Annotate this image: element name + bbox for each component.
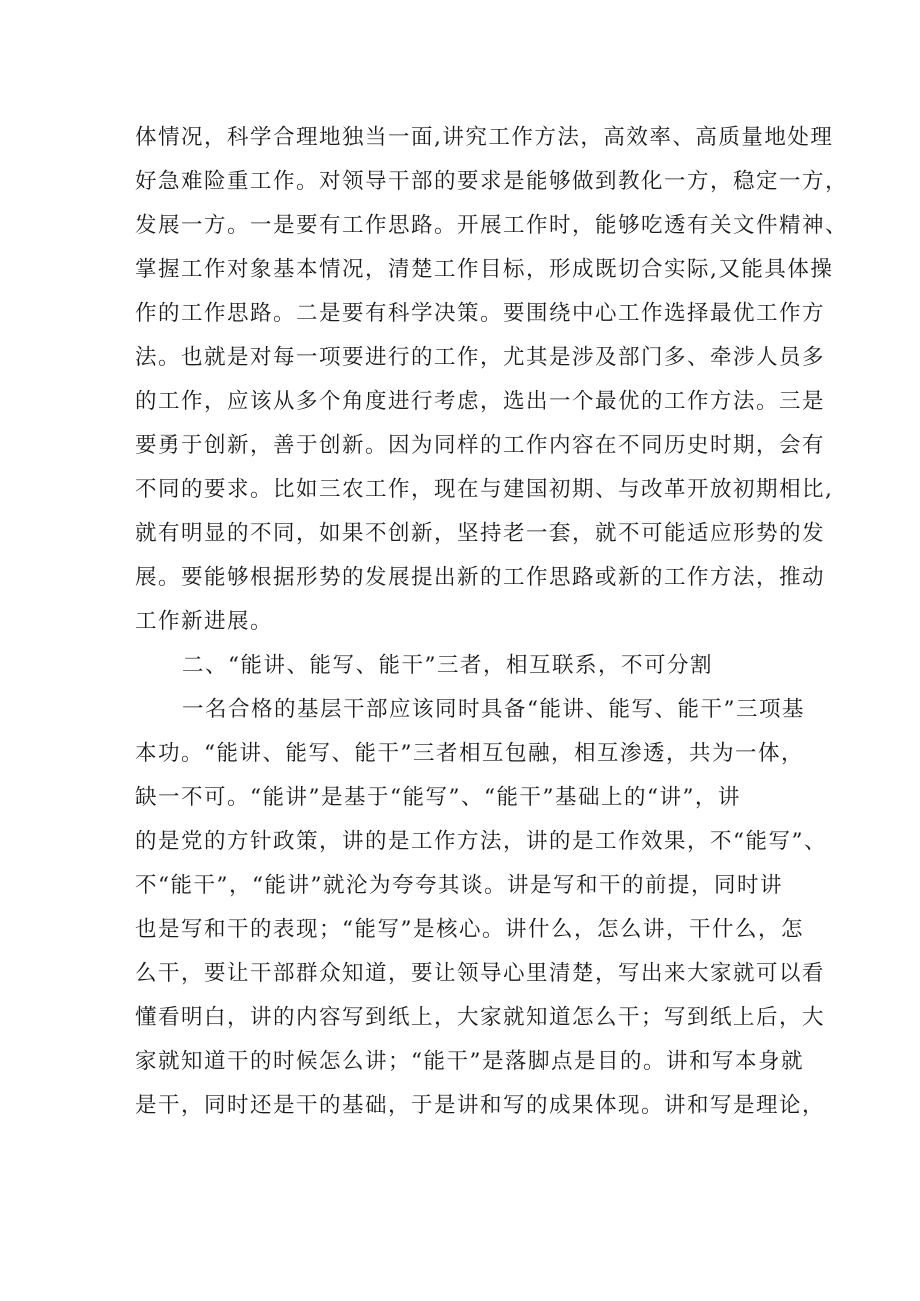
text-line: 是干，同时还是干的基础，于是讲和写的成果体现。讲和写是理论， bbox=[135, 1093, 826, 1118]
text-line: 不“能干”，“能讲”就沦为夸夸其谈。讲是写和干的前提，同时讲 bbox=[135, 873, 783, 898]
text-line: 体情况，科学合理地独当一面,讲究工作方法，高效率、高质量地处理 bbox=[135, 125, 834, 150]
text-line: 好急难险重工作。对领导干部的要求是能够做到教化一方，稳定一方， bbox=[135, 169, 849, 194]
text-line: 工作新进展。 bbox=[135, 609, 274, 634]
text-line: 懂看明白，讲的内容写到纸上，大家就知道怎么干；写到纸上后，大 bbox=[135, 1005, 826, 1030]
text-line: 作的工作思路。二是要有科学决策。要围绕中心工作选择最优工作方 bbox=[135, 301, 826, 326]
text-line: 法。也就是对每一项要进行的工作，尤其是涉及部门多、牵涉人员多 bbox=[135, 345, 826, 370]
text-line: 么干，要让干部群众知道，要让领导心里清楚，写出来大家就可以看 bbox=[135, 961, 826, 986]
text-line: 的是党的方针政策，讲的是工作方法，讲的是工作效果，不“能写”、 bbox=[135, 829, 827, 854]
text-line: 家就知道干的时候怎么讲；“能干”是落脚点是目的。讲和写本身就 bbox=[135, 1049, 804, 1074]
text-line: 不同的要求。比如三农工作，现在与建国初期、与改革开放初期相比, bbox=[135, 477, 834, 502]
text-line: 展。要能够根据形势的发展提出新的工作思路或新的工作方法，推动 bbox=[135, 565, 826, 590]
text-line: 缺一不可。“能讲”是基于“能写”、“能干”基础上的“讲”，讲 bbox=[135, 785, 741, 810]
text-line: 也是写和干的表现；“能写”是核心。讲什么，怎么讲，干什么，怎 bbox=[135, 917, 804, 942]
text-line: 就有明显的不同，如果不创新，坚持老一套，就不可能适应形势的发 bbox=[135, 521, 826, 546]
text-line: 要勇于创新，善于创新。因为同样的工作内容在不同历史时期，会有 bbox=[135, 433, 826, 458]
text-line: 发展一方。一是要有工作思路。开展工作时，能够吃透有关文件精神、 bbox=[135, 213, 849, 238]
section-heading: 二、“能讲、能写、能干”三者，相互联系，不可分割 bbox=[182, 653, 713, 678]
text-line: 掌握工作对象基本情况，清楚工作目标，形成既切合实际,又能具体操 bbox=[135, 257, 834, 282]
text-line: 本功。“能讲、能写、能干”三者相互包融，相互渗透，共为一体， bbox=[135, 741, 804, 766]
text-line: 的工作，应该从多个角度进行考虑，选出一个最优的工作方法。三是 bbox=[135, 389, 826, 414]
text-line: 一名合格的基层干部应该同时具备“能讲、能写、能干”三项基 bbox=[182, 697, 805, 722]
